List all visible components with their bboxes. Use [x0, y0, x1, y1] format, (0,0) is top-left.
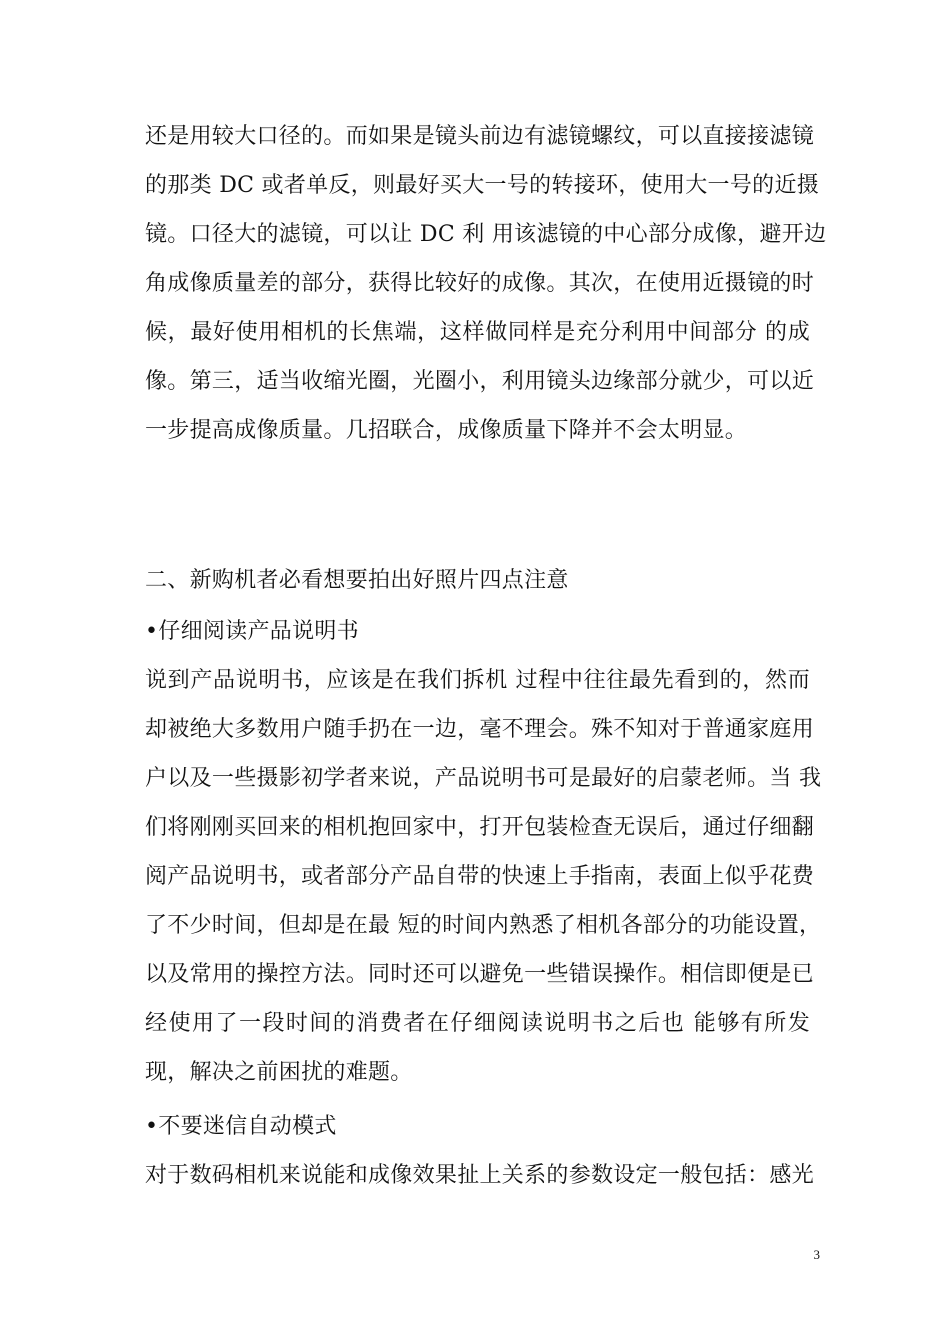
paragraph-line: 经使用了一段时间的消费者在仔细阅读说明书之后也 能够有所发 — [145, 1011, 810, 1036]
bullet-heading: •仔细阅读产品说明书 — [145, 619, 359, 644]
paragraph-line: 候，最好使用相机的长焦端，这样做同样是充分利用中间部分 的成 — [145, 320, 810, 345]
paragraph-line: 们将刚刚买回来的相机抱回家中，打开包装检查无误后，通过仔细翻 — [145, 815, 815, 840]
paragraph-line: 户以及一些摄影初学者来说，产品说明书可是最好的启蒙老师。当 我 — [145, 766, 822, 791]
paragraph-line: 却被绝大多数用户随手扔在一边，毫不理会。殊不知对于普通家庭用 — [145, 717, 815, 742]
section-heading: 二、新购机者必看想要拍出好照片四点注意 — [145, 568, 569, 593]
paragraph-line: 现，解决之前困扰的难题。 — [145, 1060, 413, 1085]
paragraph-line: 说到产品说明书，应该是在我们拆机 过程中往往最先看到的，然而 — [145, 668, 810, 693]
paragraph-line: 阅产品说明书，或者部分产品自带的快速上手指南，表面上似乎花费 — [145, 864, 815, 889]
paragraph-line: 以及常用的操控方法。同时还可以避免一些错误操作。相信即便是已 — [145, 962, 815, 987]
page-number: 3 — [813, 1247, 820, 1262]
paragraph-line: 像。第三，适当收缩光圈，光圈小，利用镜头边缘部分就少，可以近 — [145, 369, 815, 394]
paragraph-line: 镜。口径大的滤镜，可以让 DC 利 用该滤镜的中心部分成像，避开边 — [145, 222, 827, 247]
paragraph-line: 一步提高成像质量。几招联合，成像质量下降并不会太明显。 — [145, 418, 748, 443]
paragraph-line: 对于数码相机来说能和成像效果扯上关系的参数设定一般包括：感光 — [145, 1163, 815, 1188]
paragraph-line: 还是用较大口径的。而如果是镜头前边有滤镜螺纹，可以直接接滤镜 — [145, 124, 815, 149]
bullet-heading: •不要迷信自动模式 — [145, 1114, 337, 1139]
paragraph-line: 角成像质量差的部分，获得比较好的成像。其次，在使用近摄镜的时 — [145, 271, 815, 296]
paragraph-line: 了不少时间，但却是在最 短的时间内熟悉了相机各部分的功能设置， — [145, 913, 822, 938]
paragraph-line: 的那类 DC 或者单反，则最好买大一号的转接环，使用大一号的近摄 — [145, 173, 820, 198]
